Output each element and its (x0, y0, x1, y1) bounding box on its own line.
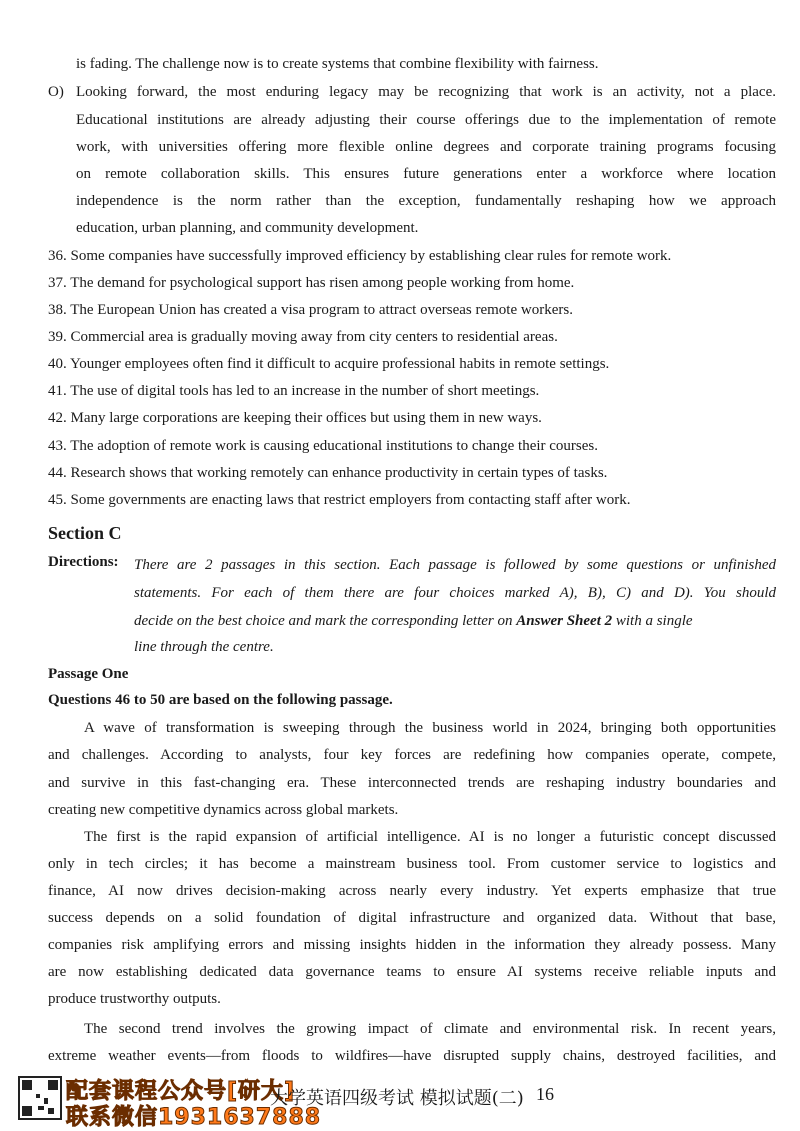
section-heading: Section C (48, 523, 122, 543)
directions-text: decide on the best choice and mark the corresponding letter on (134, 613, 513, 629)
watermark-line: 联系微信1931637888 (66, 1105, 322, 1130)
directions-line: statements. For each of them there are four choices marked A), B), C) and D). You should (134, 585, 776, 601)
passage-line: The first is the rapid expansion of artificial intelligence. AI is no longer a futuristic concept discussed (84, 829, 776, 845)
passage-line: companies risk amplifying errors and missing insights hidden in the information they already possess. Many (48, 937, 776, 953)
qr-code-icon (18, 1076, 62, 1120)
statement-38: 38. The European Union has created a visa program to attract overseas remote workers. (48, 302, 573, 318)
watermark-line: 配套课程公众号[研大] (66, 1079, 296, 1104)
statement-39: 39. Commercial area is gradually moving away from city centers to residential areas. (48, 329, 558, 345)
passage-line: produce trustworthy outputs. (48, 991, 221, 1007)
passage-line: only in tech circles; it has become a mainstream business tool. From customer service to logistics and (48, 856, 776, 872)
statement-41: 41. The use of digital tools has led to an increase in the number of short meetings. (48, 383, 540, 399)
paragraph-o-line: education, urban planning, and community development. (76, 220, 419, 236)
paragraph-o-line: independence is the norm rather than the exception, fundamentally reshaping how we approach (76, 193, 776, 209)
paragraph-o-line: work, with universities offering more flexible online degrees and corporate training programs focusing (76, 139, 776, 155)
passage-line: extreme weather events—from floods to wildfires—have disrupted supply chains, destroyed facilities, and (48, 1048, 776, 1064)
continuation-line: is fading. The challenge now is to create systems that combine flexibility with fairness. (76, 56, 599, 72)
passage-line: A wave of transformation is sweeping through the business world in 2024, bringing both opportunities (84, 720, 776, 736)
directions-text: with a single (615, 613, 693, 629)
page-number: 16 (536, 1084, 554, 1104)
footer-title: 大学英语四级考试 模拟试题(二) (270, 1088, 524, 1109)
directions-line: There are 2 passages in this section. Each passage is followed by some questions or unfinished (134, 557, 776, 573)
paragraph-o-line: Educational institutions are already adjusting their course offerings due to the implementation of remote (76, 112, 776, 128)
passage-line: The second trend involves the growing impact of climate and environmental risk. In recent years, (84, 1021, 776, 1037)
passage-line: finance, AI now drives decision-making across nearly every industry. Yet experts emphasize that true (48, 883, 776, 899)
statement-44: 44. Research shows that working remotely can enhance productivity in certain types of tasks. (48, 465, 608, 481)
passage-line: creating new competitive dynamics across global markets. (48, 802, 399, 818)
statement-40: 40. Younger employees often find it difficult to acquire professional habits in remote settings. (48, 356, 610, 372)
directions-line (134, 611, 693, 631)
statement-42: 42. Many large corporations are keeping their offices but using them in new ways. (48, 410, 542, 426)
passage-line: are now establishing dedicated data governance teams to ensure AI systems receive reliable inputs and (48, 964, 776, 980)
answer-sheet-ref: Answer Sheet 2 (516, 613, 613, 629)
passage-title: Passage One (48, 666, 129, 682)
statement-37: 37. The demand for psychological support has risen among people working from home. (48, 275, 575, 291)
paragraph-label-o: O) (48, 84, 64, 100)
passage-line: and survive in this fast-changing era. These interconnected trends are reshaping industry boundaries and (48, 775, 776, 791)
statement-45: 45. Some governments are enacting laws that restrict employers from contacting staff after work. (48, 492, 631, 508)
passage-line: success depends on a solid foundation of digital infrastructure and organized data. Without that base, (48, 910, 776, 926)
passage-line: and challenges. According to analysts, four key forces are redefining how companies operate, compete, (48, 747, 776, 763)
statement-43: 43. The adoption of remote work is causing educational institutions to change their courses. (48, 438, 599, 454)
directions-line: line through the centre. (134, 639, 274, 655)
passage-intro: Questions 46 to 50 are based on the following passage. (48, 692, 393, 708)
statement-36: 36. Some companies have successfully improved efficiency by establishing clear rules for remote work. (48, 248, 672, 264)
paragraph-o-line: on remote collaboration skills. This ensures future generations enter a workforce where location (76, 166, 776, 182)
directions-label: Directions: (48, 554, 119, 570)
paragraph-o-line: Looking forward, the most enduring legacy may be recognizing that work is an activity, not a place. (76, 84, 776, 100)
